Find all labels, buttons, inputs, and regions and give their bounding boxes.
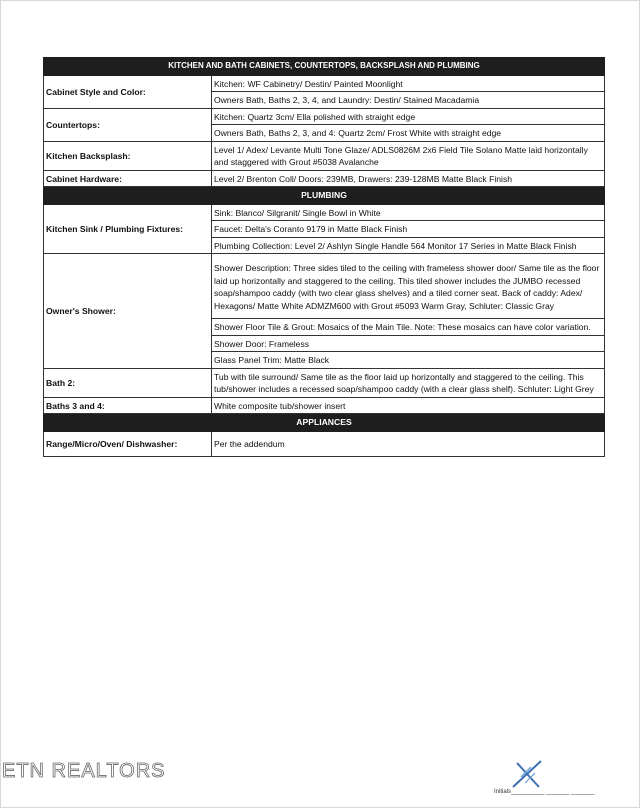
row-label: Kitchen Backsplash:	[44, 141, 212, 170]
table-row	[44, 431, 605, 456]
row-value: Shower Door: Frameless	[212, 335, 605, 352]
row-value: Owners Bath, Baths 2, 3, 4, and Laundry: Destin/ Stained Macadamia	[212, 92, 605, 109]
realtor-watermark: ETN REALTORS	[2, 760, 166, 782]
brokerage-logo-icon	[507, 757, 547, 791]
table-row	[44, 141, 605, 170]
row-label: Bath 2:	[44, 368, 212, 397]
row-label: Range/Micro/Oven/ Dishwasher:	[44, 431, 212, 456]
row-label: Cabinet Style and Color:	[44, 75, 212, 108]
row-value: White composite tub/shower insert	[212, 397, 605, 414]
initials-line: Initials__________ _______ _______	[494, 789, 595, 795]
section-header-cabinets	[44, 58, 605, 76]
table-row	[44, 204, 605, 221]
row-label: Baths 3 and 4:	[44, 397, 212, 414]
initials-label: Initials	[494, 789, 512, 795]
row-value: Kitchen: Quartz 3cm/ Ella polished with straight edge	[212, 108, 605, 125]
row-value: Glass Panel Trim: Matte Black	[212, 352, 605, 369]
table-row	[44, 75, 605, 92]
specifications-table	[43, 57, 605, 457]
section-title: PLUMBING	[44, 187, 605, 205]
row-value: Plumbing Collection: Level 2/ Ashlyn Single Handle 564 Monitor 17 Series in Matte Black Finish	[212, 237, 605, 254]
row-value: Sink: Blanco/ Silgranit/ Single Bowl in White	[212, 204, 605, 221]
row-value: Shower Description: Three sides tiled to the ceiling with frameless shower door/ Same tile as the floor laid up horizontally and staggered to the ceiling. This tiled shower includes the JUMBO recessed soap/shampoo caddy (with two clear glass shelves) and a tiled corner seat. Back of caddy: Adex/ Hexagons/ Matte White ADMZM600 with Grout #5093 Warm Gray, Schluter: Classic Gray	[212, 254, 605, 319]
table-row	[44, 368, 605, 397]
section-header-plumbing	[44, 187, 605, 205]
row-value: Tub with tile surround/ Same tile as the floor laid up horizontally and staggered to the ceiling. This tub/shower includes a recessed soap/shampoo caddy (with a clear glass shelf). Schluter: Light Grey	[212, 368, 605, 397]
row-value: Kitchen: WF Cabinetry/ Destin/ Painted Moonlight	[212, 75, 605, 92]
row-label: Countertops:	[44, 108, 212, 141]
section-header-appliances	[44, 414, 605, 432]
table-row	[44, 170, 605, 187]
row-value: Shower Floor Tile & Grout: Mosaics of the Main Tile. Note: These mosaics can have color variation.	[212, 319, 605, 336]
row-label: Kitchen Sink / Plumbing Fixtures:	[44, 204, 212, 254]
section-title: KITCHEN AND BATH CABINETS, COUNTERTOPS, BACKSPLASH AND PLUMBING	[44, 58, 605, 76]
row-value: Faucet: Delta's Coranto 9179 in Matte Black Finish	[212, 221, 605, 238]
row-label: Owner's Shower:	[44, 254, 212, 369]
row-value: Per the addendum	[212, 431, 605, 456]
table-row	[44, 254, 605, 319]
row-label: Cabinet Hardware:	[44, 170, 212, 187]
row-value: Level 1/ Adex/ Levante Multi Tone Glaze/ ADLS0826M 2x6 Field Tile Solano Matte laid horizontally and staggered with Grout #5038 Avalanche	[212, 141, 605, 170]
section-title: APPLIANCES	[44, 414, 605, 432]
row-value: Level 2/ Brenton Coll/ Doors: 239MB, Drawers: 239-128MB Matte Black Finish	[212, 170, 605, 187]
table-row	[44, 397, 605, 414]
table-row	[44, 108, 605, 125]
row-value: Owners Bath, Baths 2, 3, and 4: Quartz 2cm/ Frost White with straight edge	[212, 125, 605, 142]
